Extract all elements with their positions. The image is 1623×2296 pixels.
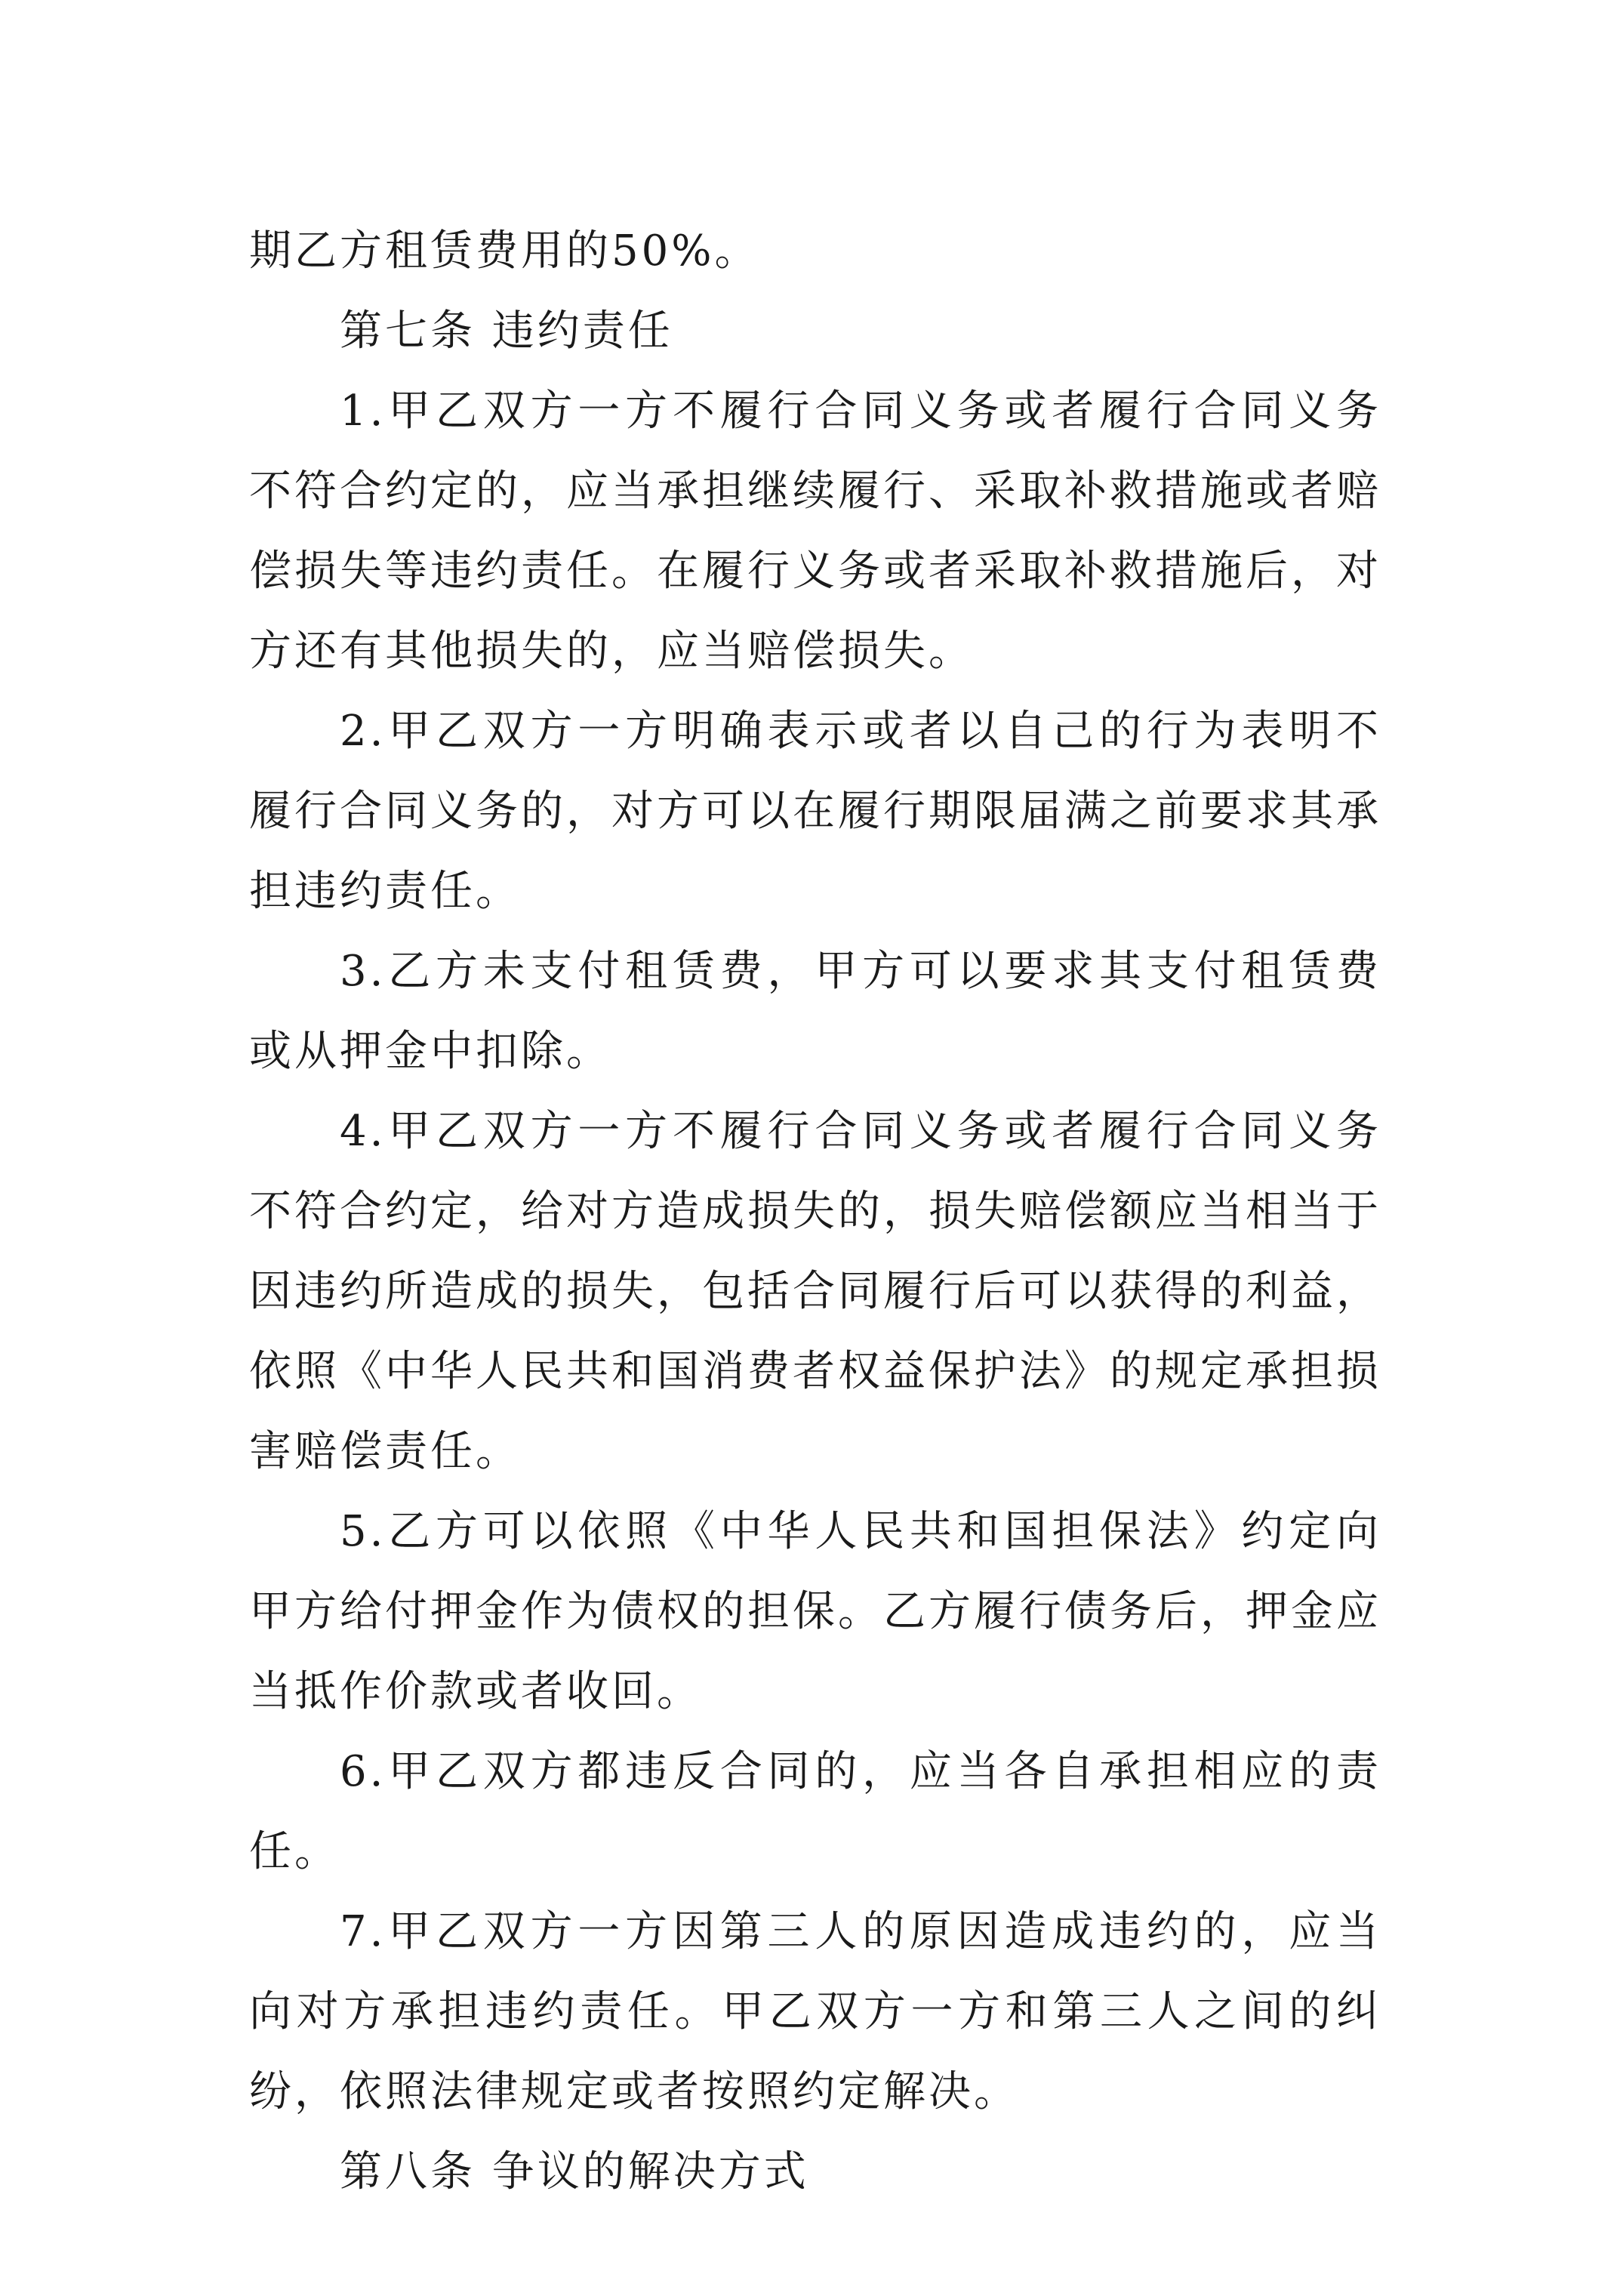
clause-3: 3.乙方未支付租赁费，甲方可以要求其支付租赁费或从押金中扣除。 bbox=[249, 947, 1381, 1076]
clause-7: 7.甲乙双方一方因第三人的原因造成违约的，应当向对方承担违约责任。甲乙双方一方和第三人之间的纠纷，依照法律规定或者按照约定解决。 bbox=[249, 1907, 1381, 2116]
clause-2: 2.甲乙双方一方明确表示或者以自己的行为表明不履行合同义务的，对方可以在履行期限届满之前要求其承担违约责任。 bbox=[249, 707, 1381, 916]
article-heading-7: 第七条 违约责任 bbox=[340, 307, 673, 356]
clause-6: 6.甲乙双方都违反合同的，应当各自承担相应的责任。 bbox=[249, 1747, 1381, 1876]
paragraph-continuation: 期乙方租赁费用的50%。 bbox=[249, 227, 760, 276]
clause-4: 4.甲乙双方一方不履行合同义务或者履行合同义务不符合约定，给对方造成损失的，损失赔偿额应当相当于因违约所造成的损失，包括合同履行后可以获得的利益，依照《中华人民共和国消费者权益保护法》的规定承担损害赔偿责任。 bbox=[249, 1107, 1381, 1476]
document-body bbox=[249, 211, 1381, 2212]
clause-1: 1.甲乙双方一方不履行合同义务或者履行合同义务不符合约定的，应当承担继续履行、采取补救措施或者赔偿损失等违约责任。在履行义务或者采取补救措施后，对方还有其他损失的，应当赔偿损失。 bbox=[249, 387, 1381, 676]
clause-5: 5.乙方可以依照《中华人民共和国担保法》约定向甲方给付押金作为债权的担保。乙方履行债务后，押金应当抵作价款或者收回。 bbox=[249, 1507, 1381, 1716]
article-heading-8: 第八条 争议的解决方式 bbox=[340, 2147, 809, 2196]
